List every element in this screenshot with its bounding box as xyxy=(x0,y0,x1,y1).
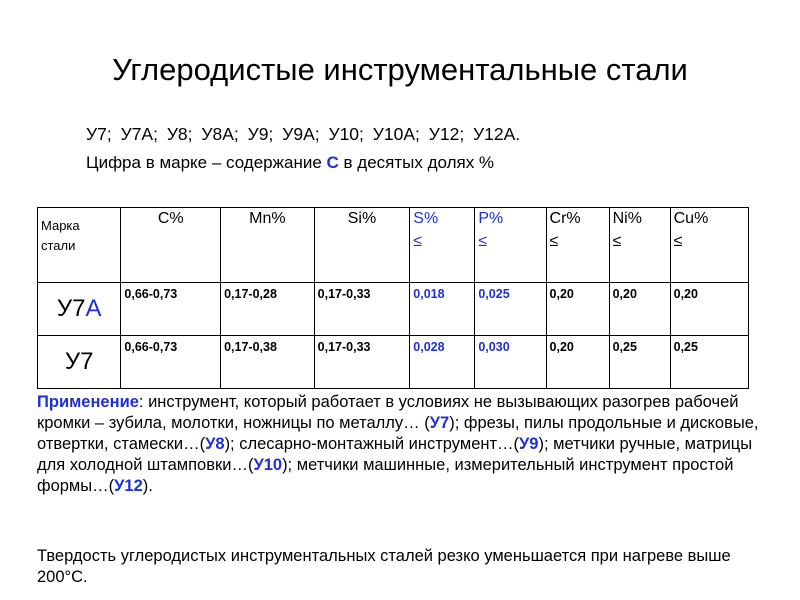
header-phosphorus xyxy=(475,208,546,283)
header-copper xyxy=(670,208,748,283)
row-grade xyxy=(38,336,121,389)
table-header-row xyxy=(38,208,749,283)
note-carbon-symbol: С xyxy=(326,153,339,172)
application-grade: У12 xyxy=(114,477,143,495)
cell-sulfur: 0,018 xyxy=(410,283,475,336)
cell-nickel: 0,20 xyxy=(609,283,670,336)
grades-list: У7; У7А; У8; У8А; У9; У9А; У10; У10А; У12; У12А. xyxy=(86,124,521,144)
application-text: : инструмент, который работает в условиях не вызывающих разогрев рабочей кромки – зубила, молотки, ножницы по металлу… ( xyxy=(37,393,739,432)
header-copper-label: Cu% xyxy=(673,210,709,227)
hardness-paragraph: Твердость углеродистых инструментальных сталей резко уменьшается при нагреве выше 200°С. xyxy=(37,547,731,586)
header-mark-line1: Марка xyxy=(41,218,80,233)
row-grade xyxy=(38,283,121,336)
header-steel-grade xyxy=(38,208,121,283)
header-mark-line2: стали xyxy=(41,238,76,254)
grade-note xyxy=(86,153,494,173)
grade-suffix: А xyxy=(85,295,102,322)
cell-nickel: 0,25 xyxy=(609,336,670,389)
grade-base: У7 xyxy=(64,348,94,375)
application-label: Применение xyxy=(37,393,139,411)
application-text: ); метчики ручные, матрицы для холодной штамповки…( xyxy=(37,435,753,474)
header-sulfur xyxy=(410,208,475,283)
header-nickel xyxy=(609,208,670,283)
application-grade: У8 xyxy=(205,435,225,453)
cell-phosphorus: 0,030 xyxy=(475,336,546,389)
cell-carbon: 0,66-0,73 xyxy=(121,283,221,336)
header-phosphorus-label: P% xyxy=(478,210,504,227)
table-row xyxy=(38,283,749,336)
header-chromium-le: ≤ xyxy=(549,233,559,250)
header-sulfur-label: S% xyxy=(413,210,439,227)
composition-table xyxy=(37,207,749,389)
application-text: ); метчики машинные, измерительный инструмент простой формы…( xyxy=(37,456,734,495)
header-chromium-label: Cr% xyxy=(549,210,581,227)
application-text: ); слесарно-монтажный инструмент…( xyxy=(224,435,520,453)
application-grade: У10 xyxy=(253,456,283,474)
header-carbon: С% xyxy=(121,208,221,283)
application-text: ); фрезы, пилы продольные и дисковые, отвертки, стамески…( xyxy=(37,414,759,453)
note-text-before: Цифра в марке – содержание xyxy=(86,153,327,172)
application-grade: У9 xyxy=(519,435,539,453)
header-phosphorus-le: ≤ xyxy=(478,233,488,250)
header-chromium xyxy=(546,208,609,283)
table-row xyxy=(38,336,749,389)
note-text-after: в десятых долях % xyxy=(338,153,495,172)
cell-silicon: 0,17-0,33 xyxy=(314,283,410,336)
page-title: Углеродистые инструментальные стали xyxy=(112,52,688,87)
cell-chromium: 0,20 xyxy=(546,336,609,389)
header-silicon: Si% xyxy=(314,208,410,283)
cell-sulfur: 0,028 xyxy=(410,336,475,389)
header-nickel-le: ≤ xyxy=(612,233,622,250)
header-copper-le: ≤ xyxy=(673,233,683,250)
header-nickel-label: Ni% xyxy=(612,210,642,227)
cell-silicon: 0,17-0,33 xyxy=(314,336,410,389)
header-sulfur-le: ≤ xyxy=(413,233,423,250)
cell-carbon: 0,66-0,73 xyxy=(121,336,221,389)
cell-manganese: 0,17-0,28 xyxy=(221,283,315,336)
cell-phosphorus: 0,025 xyxy=(475,283,546,336)
application-paragraph xyxy=(37,392,762,497)
cell-copper: 0,20 xyxy=(670,283,748,336)
header-manganese: Mn% xyxy=(221,208,315,283)
cell-chromium: 0,20 xyxy=(546,283,609,336)
cell-manganese: 0,17-0,38 xyxy=(221,336,315,389)
application-text: ). xyxy=(142,477,153,495)
grade-base: У7 xyxy=(56,295,86,322)
cell-copper: 0,25 xyxy=(670,336,748,389)
application-grade: У7 xyxy=(429,414,450,432)
